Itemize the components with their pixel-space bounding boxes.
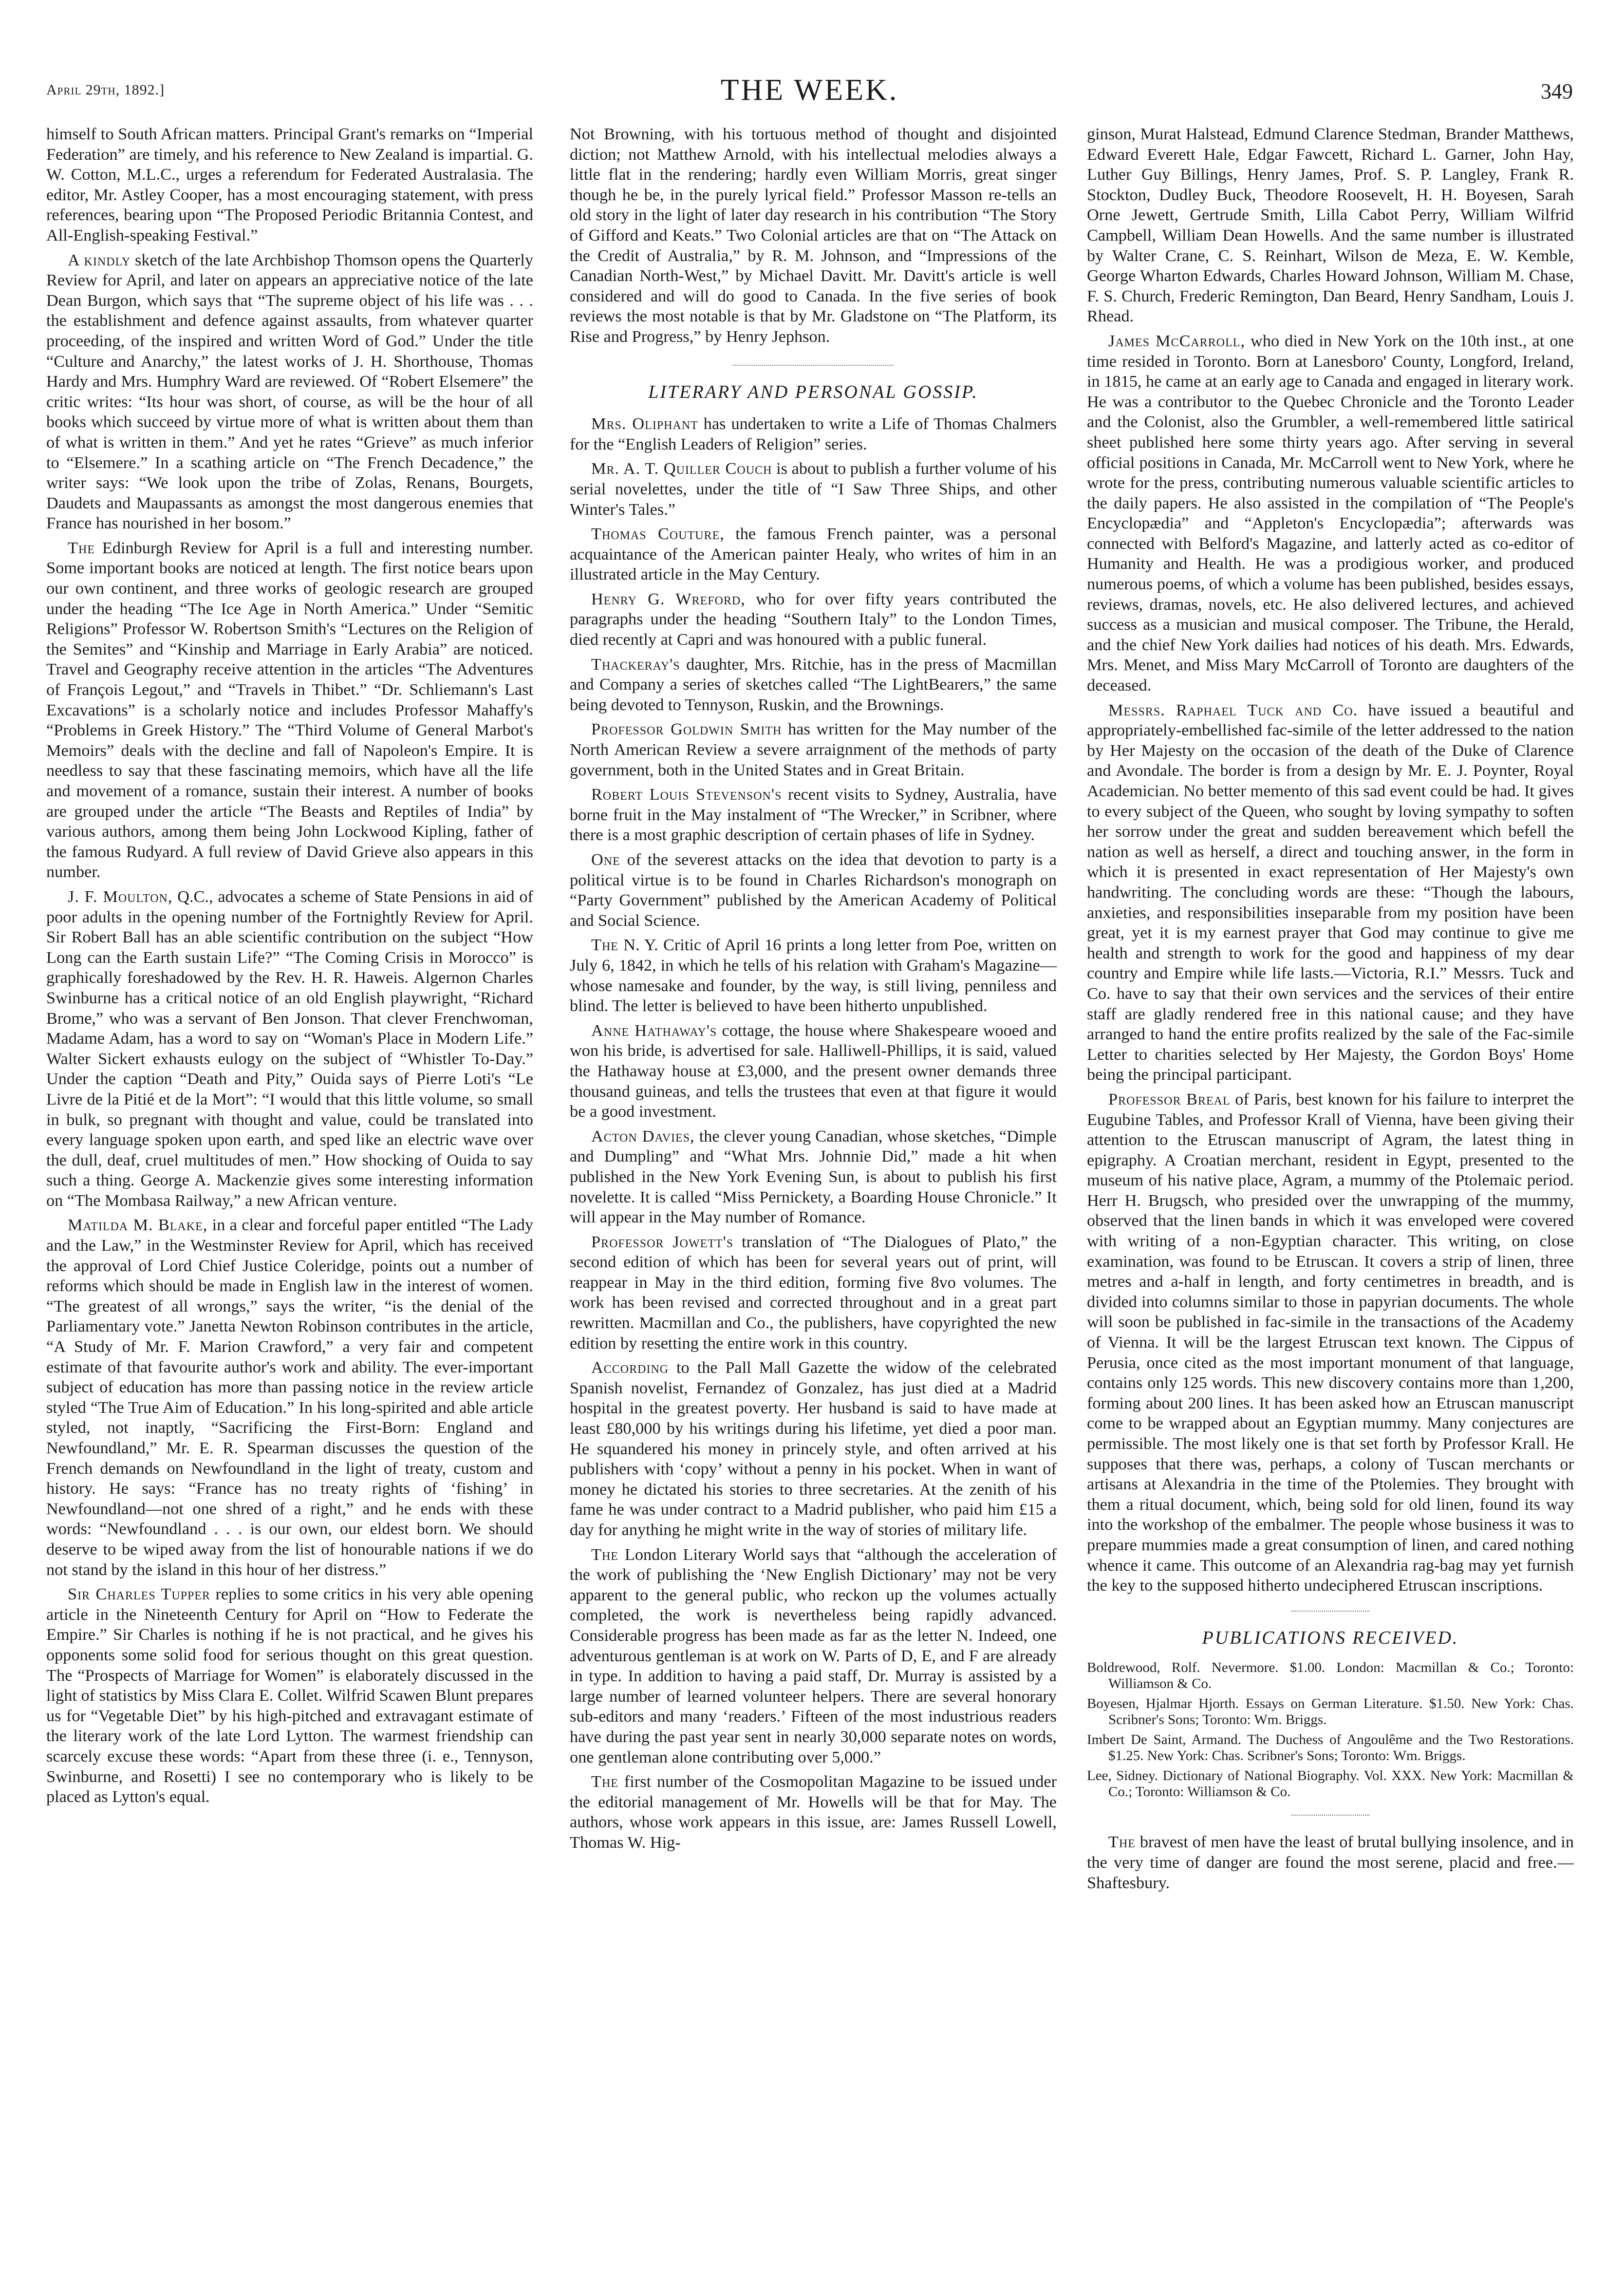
paragraph-lead: Sir Charles Tupper bbox=[68, 1585, 211, 1604]
paragraph-text: has undertaken to write a Life of Thomas Chalmers for the “English Leaders of Religion” series. bbox=[570, 414, 1057, 453]
column-2-continuation bbox=[570, 124, 1057, 347]
closing-quote bbox=[1087, 1832, 1574, 1893]
article-paragraph bbox=[570, 850, 1057, 931]
paragraph-lead: Mr. A. T. Quiller Couch bbox=[591, 459, 772, 478]
paragraph-text: London Literary World says that “although the acceleration of the work of publishing the ‘New English Dictionary’ may not be very apparent to the general public, who reckon up the volumes actually completed, the work is nevertheless being rapidly advanced. Considerable progress has been made as far as the letter N. Indeed, one adventurous gentleman is at work on W. Parts of D, E, and F are already in type. In addition to having a paid staff, Dr. Murray is assisted by a large number of learned volunteer helpers. There are several honorary sub-editors and many ‘readers.’ Fifteen of the most industrious readers have during the past year sent in nearly 30,000 separate notes on words, one gentleman alone contributing over 5,000.” bbox=[570, 1545, 1057, 1766]
paragraph-text: daughter, Mrs. Ritchie, has in the press of Macmillan and Company a series of sketches called “The LightBearers,” the same being devoted to Tennyson, Ruskin, and the Brownings. bbox=[570, 655, 1057, 714]
paragraph-text: the famous French painter, was a personal acquaintance of the American painter Healy, who writes of him in an illustrated article in the May Century. bbox=[570, 525, 1057, 584]
column-3-paragraphs bbox=[1087, 124, 1574, 1596]
paragraph-lead: Henry G. Wreford, bbox=[591, 589, 746, 608]
paragraph-text: in a clear and forceful paper entitled “The Lady and the Law,” in the Westminster Review for April, which has received the approval of Lord Chief Justice Coleridge, points out a number of reforms which should be made in English law in the interest of women. “The greatest of all wrongs,” says the writer, “is the denial of the Parliamentary vote.” Janetta Newton Robinson contributes in the article, “A Study of Mr. F. Marion Crawford,” a very fair and competent estimate of that favourite author's work and ability. The ever-important subject of education has more than passing notice in the review article styled “The True Aim of Education.” In his long-spirited and able article styled, not inaptly, “Sacrificing the First-Born: England and Newfoundland,” Mr. E. R. Spearman discusses the question of the French demands on Newfoundland in the light of treaty, custom and history. He says: “France has no treaty rights of ‘fishing’ in Newfoundland—not one shred of a right,” and he ends with these words: “Newfoundland . . . is our own, our eldest born. We should deserve to be wiped away from the list of honourable nations if we do not stand by the island in this hour of her distress.” bbox=[46, 1216, 533, 1579]
section-divider bbox=[733, 365, 894, 366]
issue-date: April 29th, 1892.] bbox=[46, 82, 165, 98]
paragraph-lead: Mrs. Oliphant bbox=[591, 414, 698, 433]
article-paragraph bbox=[570, 589, 1057, 650]
paragraph-text: replies to some critics in his very able opening article in the Nineteenth Century for April on “How to Federate the Empire.” Sir Charles is nothing if he is not practical, and he gives his opponents some solid food for serious thought on this great question. The “Prospects of Marriage for Women” is elaborately discussed in the light of statistics by Miss Clara E. Collet. Wilfrid Scawen Blunt prepares us for “Vegetable Diet” by his high-pitched and extravagant estimate of the literary work of the late Lord Lytton. The warmest friendship can scarcely excuse these words: “Apart from these three (i. e., Tennyson, Swinburne, and Rosetti) I see no contemporary who is likely to be placed as Lytton's equal. bbox=[46, 1585, 534, 1806]
publications-section-title: PUBLICATIONS RECEIVED. bbox=[1202, 1627, 1459, 1648]
paragraph-lead: Robert Louis Stevenson's bbox=[591, 785, 782, 804]
article-paragraph bbox=[570, 719, 1057, 780]
paragraph-text: who for over fifty years contributed the paragraphs under the heading “Southern Italy” to the London Times, died recently at Capri and was honoured with a public funeral. bbox=[570, 589, 1057, 649]
paragraph-text: Not Browning, with his tortuous method of thought and disjointed diction; not Matthew Arnold, with his intellectual melodies always a little flat in the rendering; hardly even William Morris, great singer though he be, in the purely lyrical field.” Professor Masson re-tells an old story in the light of later day research in his contribution “The Story of Gifford and Keats.” Two Colonial articles are that on “The Attack on the Credit of Australia,” by R. M. Johnson, and “Impressions of the Canadian North-West,” by Michael Davitt. Mr. Davitt's article is well considered and will do good to Canada. In the five series of book reviews the most notable is that by Mr. Gladstone on “The Platform, its Rise and Progress,” by Henry Jephson. bbox=[570, 125, 1057, 346]
page-header bbox=[46, 73, 1573, 107]
column-1 bbox=[46, 124, 533, 1812]
paragraph-text: to the Pall Mall Gazette the widow of the celebrated Spanish novelist, Fernandez of Gonzalez, has just died at a Madrid hospital in the greatest poverty. Her husband is said to have made at least £80,000 by his writings during his lifetime, yet died a poor man. He squandered his money in princely style, and often arrived at his publishers with ‘copy’ without a penny in his pocket. When in want of money he dictated his stories to three secretaries. At the zenith of his fame he was under contract to a Madrid publisher, who paid him £15 a day for anything he might write in the way of stories of military life. bbox=[570, 1358, 1057, 1539]
paragraph-text: N. Y. Critic of April 16 prints a long letter from Poe, written on July 6, 1842, in which he tells of his relation with Graham's Magazine—whose namesake and founder, by the way, is still living, penniless and blind. The letter is believed to have been hitherto unpublished. bbox=[570, 936, 1057, 1015]
publication-entry: Boldrewood, Rolf. Nevermore. $1.00. London: Macmillan & Co.; Toronto: Williamson & Co. bbox=[1087, 1660, 1574, 1692]
article-paragraph bbox=[570, 1126, 1057, 1228]
paragraph-text: first number of the Cosmopolitan Magazine to be issued under the editorial management of Mr. Howells will be that for May. The authors, whose work appears in this issue, are: James Russell Lowell, Thomas W. Hig- bbox=[570, 1772, 1057, 1852]
section-divider bbox=[1291, 1611, 1369, 1612]
paragraph-text: Q.C., advocates a scheme of State Pensions in aid of poor adults in the opening number of the Fortnightly Review for April. Sir Robert Ball has an able scientific contribution on the subject “How Long can the Earth sustain Life?” “The Coming Crisis in Morocco” is graphically foreshadowed by the Rev. H. R. Haweis. Algernon Charles Swinburne has a critical notice of an old English playwright, “Richard Brome,” who was a servant of Ben Jonson. That clever Frenchwoman, Madame Adam, has a word to say on “Woman's Place in Modern Life.” Walter Sickert exhausts eulogy on the subject of “Whistler To-Day.” Under the caption “Death and Pity,” Ouida says of Pierre Loti's “Le Livre de la Pitié et de la Mort”: “I would that this little volume, so small in bulk, so pregnant with thought and value, could be translated into every language spoken upon earth, and sped like an electric wave over the dull, deaf, cruel multitudes of men.” How shocking of Ouida to say such a thing. George A. Mackenzie gives some interesting information on “The Mombasa Railway,” a new African venture. bbox=[46, 887, 533, 1210]
article-paragraph bbox=[570, 414, 1057, 454]
paragraph-text: recent visits to Sydney, Australia, have borne fruit in the May instalment of “The Wrecker,” in Scribner, where there is a most graphic description of certain phases of life in Sydney. bbox=[570, 785, 1057, 845]
paragraph-lead: Thomas Couture, bbox=[591, 525, 725, 544]
paragraph-text: cottage, the house where Shakespeare wooed and won his bride, is advertised for sale. Halliwell-Phillips, it is said, valued the Hathaway house at £3,000, and the present owner demands three thousand guineas, and tells the trustees that even at that figure it would be a good investment. bbox=[570, 1021, 1057, 1121]
article-paragraph bbox=[46, 538, 533, 882]
paragraph-lead: Professor Goldwin Smith bbox=[591, 720, 782, 739]
paragraph-lead: Acton Davies, bbox=[591, 1126, 695, 1145]
paragraph-lead: One bbox=[591, 850, 620, 869]
article-paragraph bbox=[46, 124, 533, 246]
paragraph-text: is about to publish a further volume of his serial novelettes, under the title of “I Saw Three Ships, and other Winter's Tales.” bbox=[570, 459, 1057, 519]
paragraph-lead: A kindly bbox=[68, 250, 131, 269]
paragraph-text: himself to South African matters. Principal Grant's remarks on “Imperial Federation” are timely, and his reference to New Zealand is impartial. G. W. Cotton, M.L.C., urges a referendum for Federated Australasia. The editor, Mr. Astley Cooper, has a most encouraging statement, with press references, bearing upon “The Proposed Periodic Britannia Contest, and All-English-speaking Festival.” bbox=[46, 125, 533, 244]
closing-quote-text: bravest of men have the least of brutal bullying insolence, and in the very time of danger are found the most serene, placid and free.—Shaftesbury. bbox=[1087, 1833, 1574, 1892]
paragraph-text: has written for the May number of the North American Review a severe arraignment of the methods of party government, both in the United States and in Great Britain. bbox=[570, 720, 1057, 779]
article-paragraph bbox=[570, 785, 1057, 845]
article-paragraph bbox=[570, 1545, 1057, 1768]
article-paragraph bbox=[1087, 124, 1574, 327]
publication-entry: Lee, Sidney. Dictionary of National Biography. Vol. XXX. New York: Macmillan & Co.; Toronto: Williamson & Co. bbox=[1087, 1768, 1574, 1800]
paragraph-lead: Anne Hathaway's bbox=[591, 1021, 717, 1040]
paragraph-lead: Messrs. Raphael Tuck and Co. bbox=[1108, 700, 1358, 719]
article-paragraph bbox=[46, 887, 533, 1211]
publication-entry: Imbert De Saint, Armand. The Duchess of Angoulême and the Two Restorations. $1.25. New York: Chas. Scribner's Sons; Toronto: Wm. Briggs. bbox=[1087, 1732, 1574, 1764]
paragraph-text: Edinburgh Review for April is a full and interesting number. Some important books are noticed at length. The first notice bears upon our own continent, and three works of geologic research are grouped under the heading “The Ice Age in North America.” Under “Semitic Religions” Professor W. Robertson Smith's “Lectures on the Religion of the Semites” and “Kinship and Marriage in Early Arabia” are noticed. Travel and Geography receive attention in the articles “The Adventures of François Legout,” and “Travels in Thibet.” “Dr. Schliemann's Last Excavations” is a scholarly notice and includes Professor Mahaffy's “Problems in Greek History.” The “Third Volume of General Marbot's Memoirs” deals with the decline and fall of Napoleon's Empire. It is needless to say that these fascinating memoirs, which have all the life and movement of a romance, sustain their interest. A number of books are grouped under the article “The Beasts and Reptiles of India” by various authors, among them being John Lockwood Kipling, father of the famous Rudyard. A full review of David Grieve also appears in this number. bbox=[46, 538, 533, 882]
paragraph-text: have issued a beautiful and appropriately-embellished fac-simile of the letter addressed to the nation by Her Majesty on the occasion of the death of the Duke of Clarence and Avondale. The border is from a design by Mr. E. J. Poynter, Royal Academician. No better memento of this sad event could be had. It gives to every subject of the Queen, who sought by loving sympathy to soften her sorrow under the great and sudden bereavement which befell the nation as well as herself, a direct and touching answer, in the form in which it is presented in exact representation of Her Majesty's own handwriting. The concluding words are these: “Though the labours, anxieties, and responsibilities inseparable from my position have been great, yet it is my earnest prayer that God may continue to give me health and strength to work for the good and happiness of my dear country and Empire while life lasts.—Victoria, R.I.” Messrs. Tuck and Co. have to say that their own services and the services of their entire staff are gladly rendered free in this national cause; and they have arranged to hand the entire profits realized by the sale of the Fac-simile Letter to charities selected by Her Majesty, the Gordon Boys' Home being the principal participant. bbox=[1087, 700, 1574, 1084]
closing-quote-lead: The bbox=[1108, 1833, 1136, 1852]
gossip-section-title: LITERARY AND PERSONAL GOSSIP. bbox=[648, 381, 978, 402]
masthead-title: THE WEEK. bbox=[720, 74, 899, 107]
paragraph-lead: James McCarroll, bbox=[1108, 331, 1246, 350]
paragraph-lead: The bbox=[68, 538, 95, 557]
article-paragraph bbox=[46, 250, 533, 534]
article-paragraph bbox=[570, 1232, 1057, 1354]
paragraph-lead: According bbox=[591, 1358, 669, 1377]
article-paragraph bbox=[1087, 700, 1574, 1085]
article-paragraph bbox=[1087, 1089, 1574, 1596]
article-paragraph bbox=[46, 1584, 533, 1807]
publication-entry: Boyesen, Hjalmar Hjorth. Essays on German Literature. $1.50. New York: Chas. Scribner's Sons; Toronto: Wm. Briggs. bbox=[1087, 1696, 1574, 1728]
paragraph-lead: J. F. Moulton, bbox=[68, 887, 173, 906]
paragraph-text: ginson, Murat Halstead, Edmund Clarence Stedman, Brander Matthews, Edward Everett Hale, Edgar Fawcett, Richard L. Garner, John Hay, Luther Guy Billings, Henry James, Prof. S. P. Langley, Frank R. Stockton, Dudley Buck, Theodore Roosevelt, H. H. Boyesen, Sarah Orne Jewett, Gertrude Smith, Lilla Cabot Perry, William Wilfrid Campbell, William Dean Howells. And the same number is illustrated by Walter Crane, C. S. Reinhart, Wilson de Meza, E. W. Kemble, George Wharton Edwards, Charles Howard Johnson, William M. Chase, F. S. Church, Frederic Remington, Dan Beard, Henry Sandham, Louis J. Rhead. bbox=[1087, 125, 1574, 326]
paragraph-text: sketch of the late Archbishop Thomson opens the Quarterly Review for April, and later on appears an appreciative notice of the late Dean Burgon, which says that “The supreme object of his life was . . . the establishment and defence against assaults, from whatever quarter proceeding, of the inspired and written Word of God.” Under the title “Culture and Anarchy,” the latest works of J. H. Shorthouse, Thomas Hardy and Mrs. Humphry Ward are reviewed. Of “Robert Elsemere” the critic writes: “Its hour was short, of course, as will be the hour of all books which succeed by virtue more of what is written about them than of what is written in them.” And yet he rates “Grieve” as much inferior to “Elsemere.” In a scathing article on “The French Decadence,” the writer says: “We look upon the tribe of Zolas, Renans, Bourgets, Daudets and Maupassants as amongst the most dangerous enemies that France has nourished in her bosom.” bbox=[46, 250, 534, 533]
paragraph-lead: Professor Breal bbox=[1108, 1089, 1231, 1108]
article-paragraph bbox=[570, 1021, 1057, 1122]
paragraph-lead: The bbox=[591, 936, 618, 955]
section-divider bbox=[1291, 1815, 1369, 1816]
publications-list bbox=[1087, 1660, 1574, 1800]
paragraph-text: who died in New York on the 10th inst., at one time resided in Toronto. Born at Lanesboro' County, Longford, Ireland, in 1815, he came at an early age to Canada and engaged in literary work. He was a contributor to the Quebec Chronicle and the Toronto Leader and the Colonist, also the Grumbler, a well-remembered little satirical sheet published here some thirty years ago. After serving in several official positions in Canada, Mr. McCarroll went to New York, where he wrote for the press, contributing numerous valuable scientific articles to the daily papers. He also assisted in the compilation of “The People's Encyclopædia” and “Appleton's Encyclopædia”; afterwards was connected with Belford's Magazine, and latterly acted as co-editor of Humanity and Health. He was a prodigious worker, and produced numerous poems, of which a volume has been published, besides essays, reviews, dramas, novels, etc. He also delivered lectures, and achieved success as a musician and musical composer. The Tribune, the Herald, and the chief New York dailies had notices of his death. Mrs. Edwards, Mrs. Menet, and Miss Mary McCarroll of Toronto are daughters of the deceased. bbox=[1087, 331, 1574, 695]
page-number: 349 bbox=[1541, 79, 1573, 103]
paragraph-lead: Thackeray's bbox=[591, 655, 680, 674]
article-paragraph bbox=[570, 1358, 1057, 1540]
article-paragraph bbox=[46, 1215, 533, 1580]
column-2 bbox=[570, 124, 1057, 1858]
paragraph-text: of Paris, best known for his failure to interpret the Eugubine Tables, and Professor Krall of Vienna, have been giving their attention to the Etruscan manuscript of Agram, the latest thing in epigraphy. A Croatian merchant, resident in Egypt, presented to the museum of his native place, Agram, a mummy of the Ptolemaic period. Herr H. Brugsch, who presided over the unwrapping of the mummy, observed that the linen bands in which it was enveloped were covered with writing of a non-Egyptian character. This writing, on close examination, was found to be Etruscan. It covers a strip of linen, three metres and a-half in length, and forty centimetres in breadth, and is divided into columns similar to those in papyrian documents. The whole will soon be published in fac-simile in the transactions of the Academy of Vienna. It will be the largest Etruscan text known. The Cippus of Perusia, once cited as the most important monument of that language, contains only 125 words. This new discovery contains more than 1,200, forming about 200 lines. It has been asked how an Etruscan manuscript come to be wrapped about an Egyptian mummy. Many conjectures are permissible. The most likely one is that set forth by Professor Krall. He supposes that there was, perhaps, a colony of Tuscan merchants or artisans at Alexandria in the time of the Ptolemies. They brought with them a ritual document, which, being sold for old linen, found its way into the workshop of the embalmer. The people whose business it was to prepare mummies made a great consumption of linen, and cared nothing whence it came. This outcome of an Alexandria rag-bag may yet furnish the key to the supposed hitherto undeciphered Etruscan inscriptions. bbox=[1087, 1089, 1574, 1595]
paragraph-lead: Professor Jowett's bbox=[591, 1232, 734, 1251]
paragraph-text: the clever young Canadian, whose sketches, “Dimple and Dumpling” and “What Mrs. Johnnie Did,” made a hit when published in the New York Evening Sun, is about to publish his first novelette. It is called “Miss Pernickety, a Boarding House Chronicle.” It will appear in the May number of Romance. bbox=[570, 1126, 1057, 1227]
column-1-paragraphs bbox=[46, 124, 533, 1807]
column-3 bbox=[1087, 124, 1574, 1897]
paragraph-text: of the severest attacks on the idea that devotion to party is a political virtue is to be found in Charles Richardson's monograph on “Party Government” published by the American Academy of Political and Social Science. bbox=[570, 850, 1057, 930]
paragraph-lead: The bbox=[591, 1772, 618, 1791]
article-paragraph bbox=[570, 524, 1057, 585]
paragraph-text: translation of “The Dialogues of Plato,” the second edition of which has been for several years out of print, will reappear in May in the third edition, forming five 8vo volumes. The work has been revised and corrected throughout and in a great part rewritten. Macmillan and Co., the publishers, have copyrighted the new edition by resetting the entire work in this country. bbox=[570, 1232, 1057, 1352]
article-paragraph bbox=[570, 459, 1057, 520]
paragraph-lead: Matilda M. Blake, bbox=[68, 1216, 208, 1235]
article-paragraph bbox=[1087, 331, 1574, 696]
article-paragraph bbox=[570, 124, 1057, 347]
article-paragraph bbox=[570, 1772, 1057, 1853]
paragraph-lead: The bbox=[591, 1545, 618, 1564]
article-paragraph bbox=[570, 655, 1057, 715]
gossip-paragraphs bbox=[570, 414, 1057, 1853]
article-paragraph bbox=[570, 935, 1057, 1016]
